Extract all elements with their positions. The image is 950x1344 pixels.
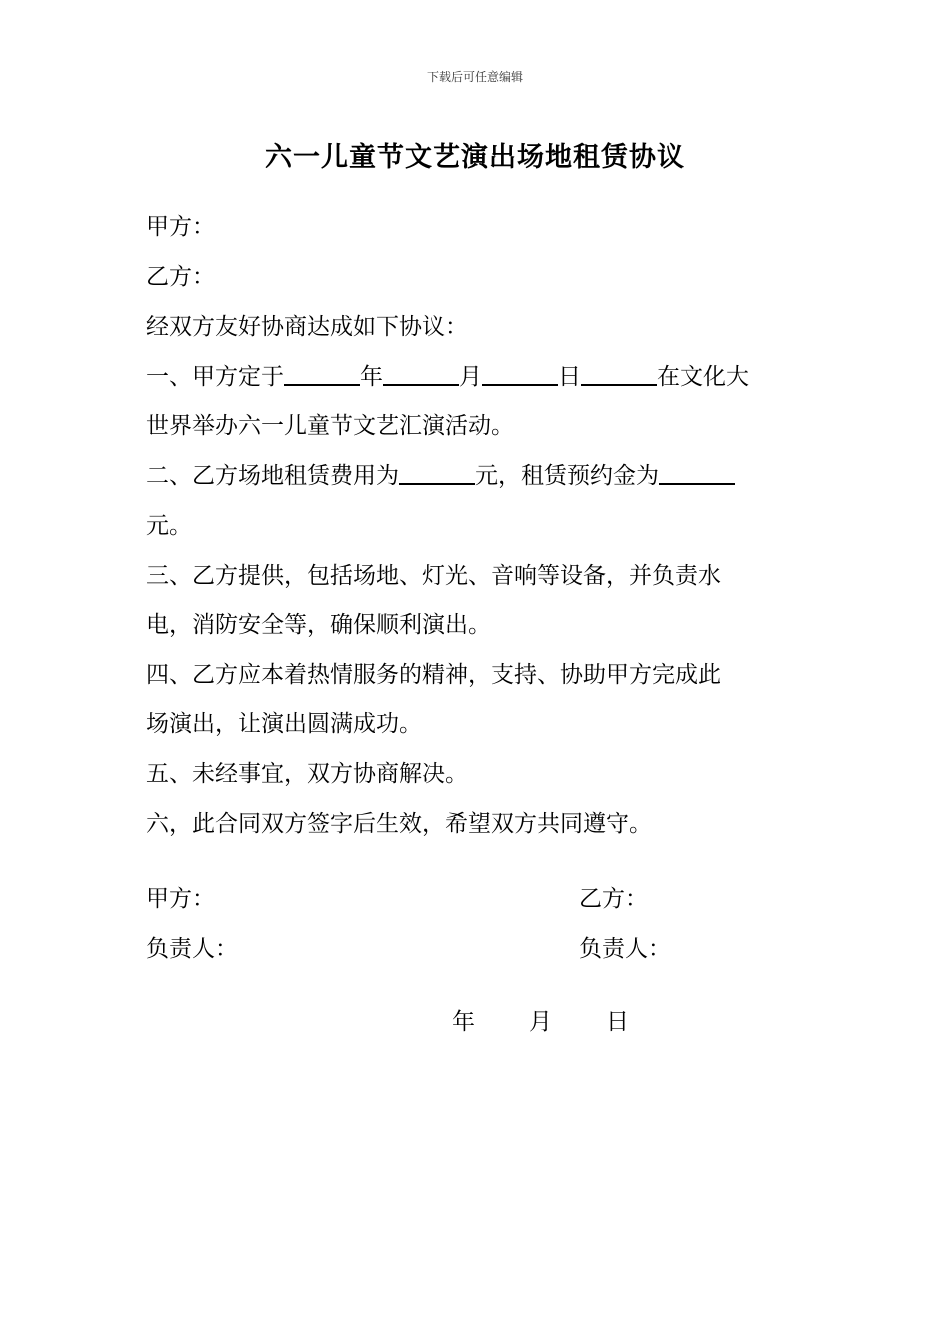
party-a-line: 甲方： xyxy=(146,214,215,240)
clause-4-line-2: 场演出，让演出圆满成功。 xyxy=(146,711,422,737)
clause-4-line-1: 四、乙方应本着热情服务的精神，支持、协助甲方完成此 xyxy=(146,662,721,688)
time-blank xyxy=(581,362,657,386)
header-note: 下载后可任意编辑 xyxy=(426,70,523,84)
date-month: 月 xyxy=(529,1009,552,1035)
clause-1-year: 年 xyxy=(360,364,383,390)
date-day: 日 xyxy=(606,1009,629,1035)
clause-2-line-1 xyxy=(146,461,786,491)
clause-1-line-2: 世界举办六一儿童节文艺汇演活动。 xyxy=(146,413,514,439)
clause-1-suffix: 在文化大 xyxy=(657,364,749,390)
deposit-blank xyxy=(659,461,735,485)
signature-responsible-a: 负责人： xyxy=(146,936,238,962)
signature-party-a: 甲方： xyxy=(146,886,215,912)
clause-6-line: 六，此合同双方签字后生效，希望双方共同遵守。 xyxy=(146,811,652,837)
signature-party-b: 乙方： xyxy=(579,886,648,912)
document-title: 六一儿童节文艺演出场地租赁协议 xyxy=(265,142,685,173)
day-blank xyxy=(482,362,558,386)
clause-1-day: 日 xyxy=(558,364,581,390)
year-blank xyxy=(284,362,360,386)
intro-line: 经双方友好协商达成如下协议： xyxy=(146,314,468,340)
clause-1-month: 月 xyxy=(459,364,482,390)
clause-1-line-1 xyxy=(146,362,786,392)
clause-5-line: 五、未经事宜，双方协商解决。 xyxy=(146,761,468,787)
clause-3-line-1: 三、乙方提供，包括场地、灯光、音响等设备，并负责水 xyxy=(146,563,721,589)
month-blank xyxy=(383,362,459,386)
signature-responsible-b: 负责人： xyxy=(579,936,671,962)
clause-1-prefix: 一、甲方定于 xyxy=(146,364,284,390)
date-year: 年 xyxy=(452,1009,475,1035)
clause-2-prefix: 二、乙方场地租赁费用为 xyxy=(146,463,399,489)
clause-3-line-2: 电，消防安全等，确保顺利演出。 xyxy=(146,612,491,638)
party-b-line: 乙方： xyxy=(146,264,215,290)
clause-2-line-2: 元。 xyxy=(146,513,192,539)
clause-2-middle: 元，租赁预约金为 xyxy=(475,463,659,489)
fee-blank xyxy=(399,461,475,485)
